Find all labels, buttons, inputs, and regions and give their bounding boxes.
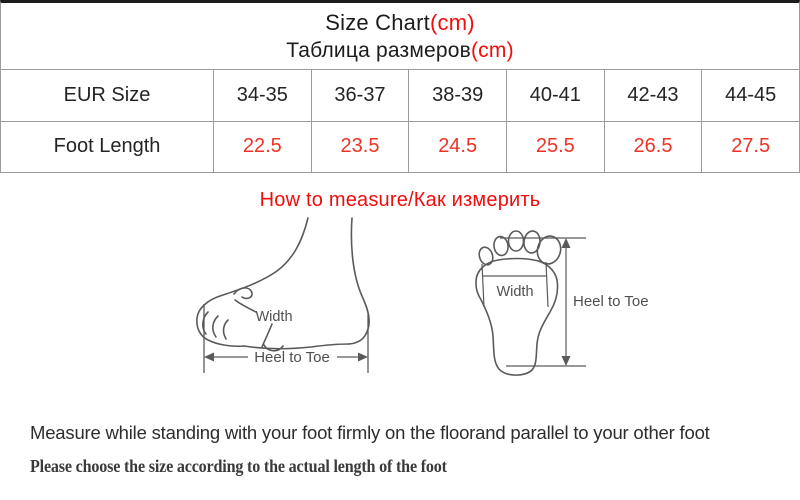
how-to-measure-heading: How to measure/Как измерить xyxy=(259,189,541,211)
size-cell: 36-37 xyxy=(311,70,409,121)
size-cell: 34-35 xyxy=(213,70,311,121)
footprint-top-view-diagram xyxy=(430,211,670,389)
size-table-grid xyxy=(1,70,799,172)
page-title-unit: (cm) xyxy=(429,9,475,35)
size-table xyxy=(0,0,800,173)
size-cell: 40-41 xyxy=(506,70,604,121)
top-view-heel-to-toe-label: Heel to Toe xyxy=(573,293,649,310)
page-title-ru-text: Таблица размеров xyxy=(286,38,471,62)
foot-length-cell: 25.5 xyxy=(506,121,604,173)
foot-length-cell: 24.5 xyxy=(408,121,506,173)
size-choice-note: Please choose the size according to the actual length of the foot xyxy=(30,456,447,476)
row-header-eur-size: EUR Size xyxy=(63,83,151,106)
foot-length-cell: 26.5 xyxy=(604,121,702,173)
side-view-heel-to-toe-label: Heel to Toe xyxy=(254,349,330,366)
size-cell: 44-45 xyxy=(701,70,799,121)
footprint-outline xyxy=(476,230,564,375)
foot-side-view-diagram xyxy=(190,216,410,388)
size-table-title xyxy=(1,3,799,70)
page-title-text: Size Chart xyxy=(325,9,430,35)
measure-instruction-note: Measure while standing with your foot firmly on the floorand parallel to your other foot xyxy=(30,422,710,443)
row-header-foot-length: Foot Length xyxy=(1,121,213,173)
top-view-width-label: Width xyxy=(496,284,534,300)
page-title xyxy=(325,10,475,36)
size-cell: 42-43 xyxy=(604,70,702,121)
page-title-ru-unit: (cm) xyxy=(470,38,514,62)
measure-lines xyxy=(482,238,586,366)
foot-length-cell: 22.5 xyxy=(213,121,311,173)
side-view-width-label: Width xyxy=(255,309,293,325)
foot-length-cell: 23.5 xyxy=(311,121,409,173)
page-title-ru xyxy=(286,39,514,63)
foot-side-outline xyxy=(197,218,369,351)
size-cell: 38-39 xyxy=(408,70,506,121)
foot-length-cell: 27.5 xyxy=(701,121,799,173)
